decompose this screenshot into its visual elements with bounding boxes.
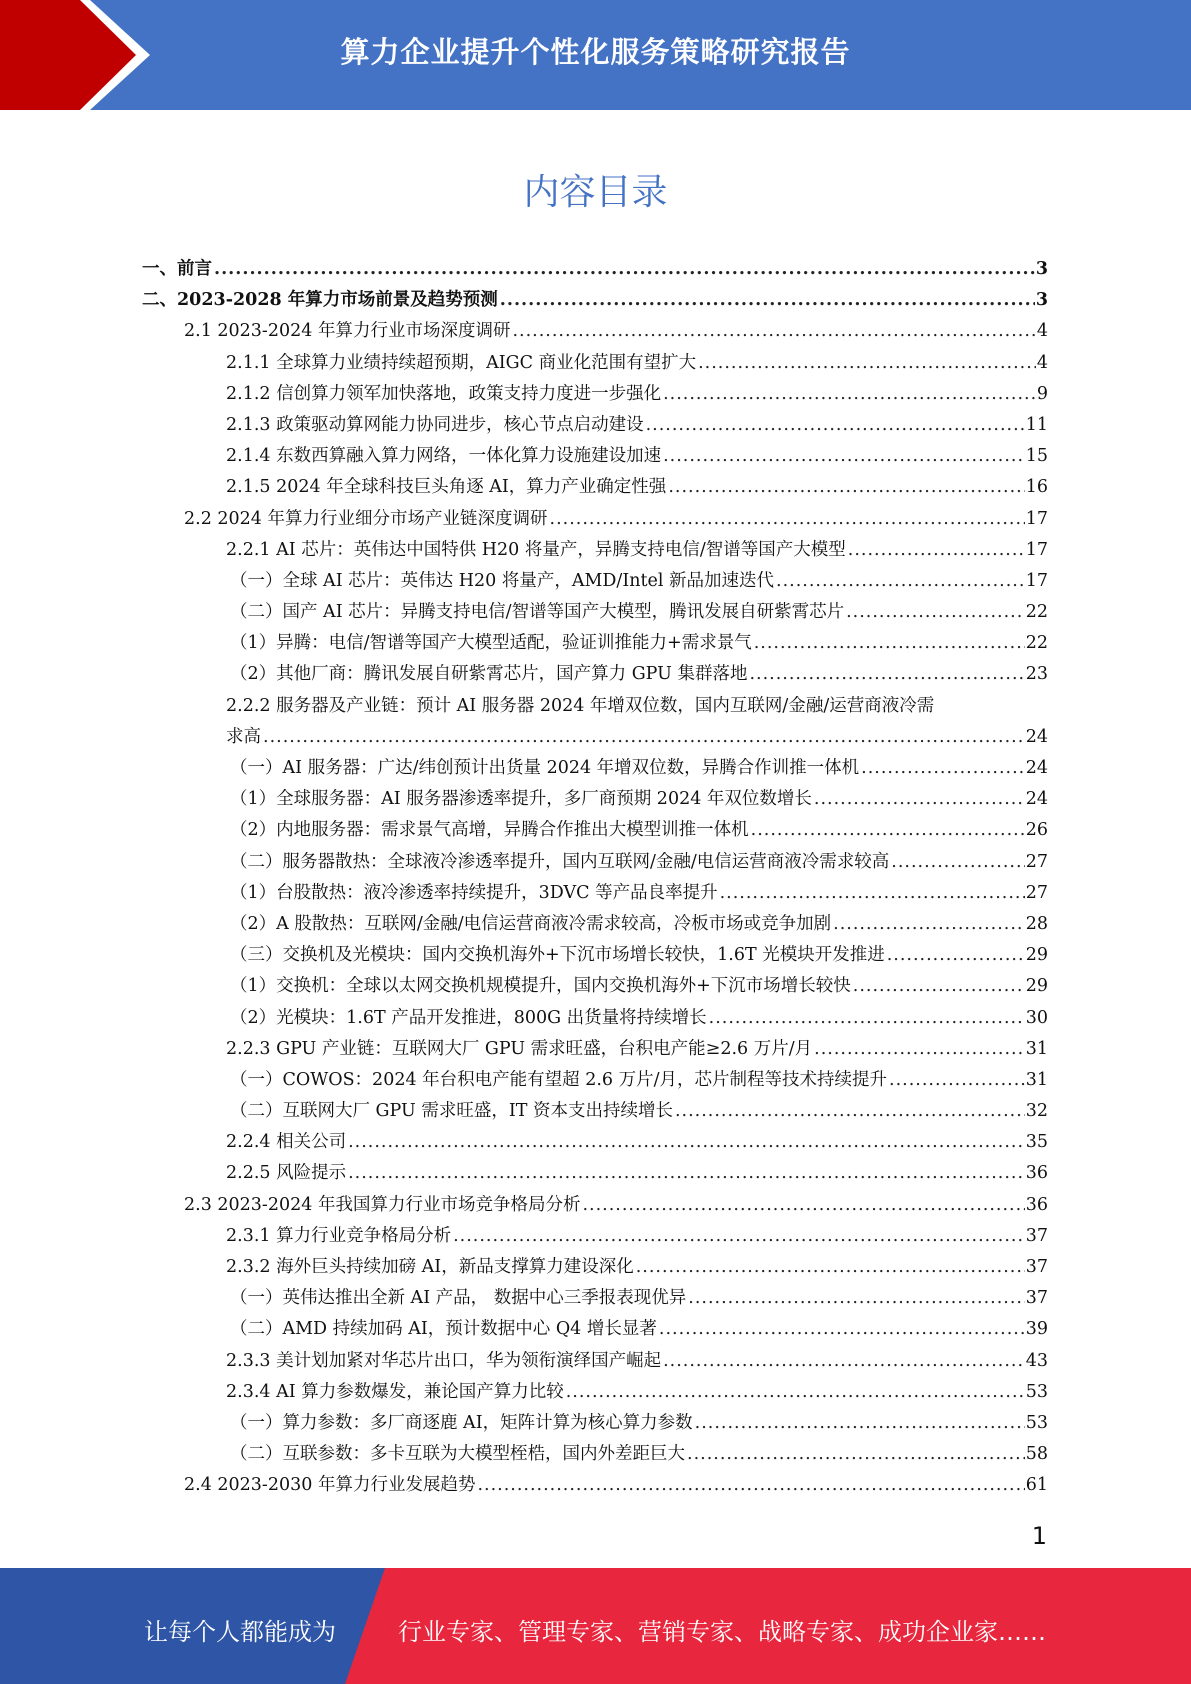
toc-entry[interactable] [142,1127,1048,1158]
toc-entry[interactable] [142,1408,1048,1439]
toc-entry-label: 2.1.3 政策驱动算网能力协同进步，核心节点启动建设 [226,414,644,435]
toc-entry-line[interactable]: 2.2.2 服务器及产业链：预计 AI 服务器 2024 年增双位数，国内互联网/金融/运营商液冷需 [226,695,935,716]
toc-leader-dots [889,1065,1025,1096]
toc-leader-dots [891,847,1024,878]
toc-heading: 内容目录 [523,172,668,213]
toc-page-number: 53 [1025,1412,1048,1433]
toc-entry[interactable] [142,410,1048,441]
toc-leader-dots [861,753,1025,784]
toc-entry-label: （2）光模块：1.6T 产品开发推进，800G 出货量将持续增长 [230,1007,707,1028]
toc-leader-dots [853,971,1025,1002]
toc-page-number: 32 [1025,1101,1048,1122]
toc-entry-label: 2.4 2023-2030 年算力行业发展趋势 [184,1475,476,1496]
toc-entry[interactable] [142,1158,1048,1189]
toc-leader-dots [663,441,1025,472]
toc-leader-dots [814,1034,1025,1065]
toc-leader-dots [512,316,1035,347]
toc-page-number: 22 [1025,602,1048,623]
report-title: 算力企业提升个性化服务策略研究报告 [340,35,851,69]
toc-entry-label: （1）全球服务器：AI 服务器渗透率提升，多厂商预期 2024 年双位数增长 [230,789,812,810]
toc-entry-label: 2.3.3 美计划加紧对华芯片出口，华为领衔演绎国产崛起 [226,1350,662,1371]
toc-page-number: 36 [1025,1194,1048,1215]
toc-page-number: 39 [1025,1319,1048,1340]
toc-page-number: 31 [1025,1069,1048,1090]
toc-entry-label: （1）异腾：电信/智谱等国产大模型适配，验证训推能力+需求景气 [230,633,752,654]
toc-entry[interactable] [142,1096,1048,1127]
toc-entry-label: 2.2.4 相关公司 [226,1132,347,1153]
toc-entry[interactable] [142,1065,1048,1096]
page-number: 1 [1031,1522,1047,1550]
toc-entry-label: （三）交换机及光模块：国内交换机海外+下沉市场增长较快，1.6T 光模块开发推进 [230,945,885,966]
toc-entry[interactable] [142,1003,1048,1034]
toc-leader-dots [636,1252,1025,1283]
toc-page-number: 3 [1035,259,1048,279]
toc-entry-label: 2.3.1 算力行业竞争格局分析 [226,1225,452,1246]
toc-page-number: 24 [1025,758,1048,778]
toc-entry[interactable] [142,971,1048,1002]
toc-page-number: 61 [1025,1475,1048,1496]
toc-leader-dots [214,254,1035,285]
toc-page-number: 37 [1025,1288,1048,1309]
toc-entry[interactable] [142,628,1048,659]
toc-page-number: 22 [1025,633,1048,654]
toc-leader-dots [720,878,1025,909]
toc-entry[interactable] [142,441,1048,472]
footer-slogan-right: 行业专家、管理专家、营销专家、战略专家、成功企业家…… [398,1618,1046,1646]
toc-page-number: 23 [1025,664,1048,685]
toc-leader-dots [833,909,1025,940]
toc-leader-dots [776,566,1025,597]
toc-entry-label: 求高 [226,726,261,747]
toc-entry-label: （一）英伟达推出全新 AI 产品， 数据中心三季报表现优异 [230,1288,687,1309]
toc-page-number: 17 [1025,539,1048,560]
toc-page-number: 29 [1025,945,1048,966]
toc-entry-label: 2.1.2 信创算力领军加快落地，政策支持力度进一步强化 [226,383,662,404]
toc-page-number: 31 [1025,1038,1048,1059]
toc-page-number: 4 [1036,352,1048,373]
toc-leader-dots [675,1096,1025,1127]
toc-entry[interactable] [142,1283,1048,1314]
table-of-contents [142,254,1048,1502]
toc-entry-label: 2.2 2024 年算力行业细分市场产业链深度调研 [184,508,548,529]
toc-leader-dots [582,1190,1024,1221]
toc-entry-label: （二）互联参数：多卡互联为大模型桎梏，国内外差距巨大 [230,1444,685,1465]
toc-entry-label: （一）算力参数：多厂商逐鹿 AI，矩阵计算为核心算力参数 [230,1412,693,1433]
toc-page-number: 27 [1025,882,1048,903]
toc-page-number: 35 [1025,1132,1048,1153]
toc-page-number: 11 [1025,414,1048,435]
toc-leader-dots [688,1283,1024,1314]
toc-page-number: 37 [1025,1225,1048,1246]
toc-entry[interactable] [142,597,1048,628]
footer-slogan-left: 让每个人都能成为 [144,1618,336,1646]
toc-entry-label: 2.3.4 AI 算力参数爆发，兼论国产算力比较 [226,1381,564,1402]
toc-entry-label: （二）AMD 持续加码 AI，预计数据中心 Q4 增长显著 [230,1319,657,1340]
toc-leader-dots [846,597,1025,628]
toc-entry[interactable] [142,847,1048,878]
toc-leader-dots [687,1439,1025,1470]
toc-entry[interactable] [142,472,1048,503]
toc-leader-dots [566,1377,1025,1408]
toc-page-number: 24 [1025,789,1048,810]
toc-entry-label: 二、2023-2028 年算力市场前景及趋势预测 [142,290,498,311]
toc-entry[interactable] [142,316,1048,347]
toc-entry-label: （1）交换机：全球以太网交换机规模提升，国内交换机海外+下沉市场增长较快 [230,976,851,997]
toc-entry-label: 2.2.5 风险提示 [226,1163,347,1184]
toc-leader-dots [500,285,1035,316]
toc-page-number: 3 [1035,290,1048,311]
toc-leader-dots [477,1470,1024,1501]
toc-page-number: 15 [1025,446,1048,467]
toc-leader-dots [348,1158,1025,1189]
toc-leader-dots [887,940,1025,971]
toc-leader-dots [814,784,1025,815]
toc-entry[interactable] [142,878,1048,909]
toc-page-number: 27 [1025,851,1048,872]
toc-entry[interactable] [142,784,1048,815]
toc-entry[interactable] [142,504,1048,535]
toc-leader-dots [848,535,1025,566]
toc-entry-label: 2.3 2023-2024 年我国算力行业市场竞争格局分析 [184,1194,581,1215]
toc-leader-dots [348,1127,1025,1158]
toc-entry-label: （2）其他厂商：腾讯发展自研紫霄芯片，国产算力 GPU 集群落地 [230,664,748,685]
toc-page-number: 37 [1025,1257,1048,1277]
toc-page-number: 58 [1025,1444,1048,1465]
toc-entry-label: 2.1 2023-2024 年算力行业市场深度调研 [184,321,511,342]
toc-entry-label: （一）AI 服务器：广达/纬创预计出货量 2024 年增双位数，异腾合作训推一体机 [230,758,860,778]
toc-page-number: 53 [1025,1381,1048,1402]
toc-entry-label: 2.1.1 全球算力业绩持续超预期，AIGC 商业化范围有望扩大 [226,352,697,373]
toc-leader-dots [695,1408,1025,1439]
toc-page-number: 24 [1025,726,1048,747]
toc-page-number: 17 [1025,570,1048,591]
toc-entry[interactable] [142,348,1048,379]
toc-entry[interactable] [142,1034,1048,1065]
toc-entry[interactable] [142,1221,1048,1252]
toc-entry[interactable] [142,659,1048,690]
toc-page-number: 4 [1036,321,1048,342]
toc-leader-dots [663,379,1036,410]
toc-page-number: 26 [1025,820,1048,841]
toc-entry[interactable] [142,254,1048,285]
toc-leader-dots [698,348,1036,379]
toc-entry[interactable] [142,285,1048,316]
toc-page-number: 9 [1036,383,1048,404]
toc-entry[interactable] [142,815,1048,846]
toc-leader-dots [751,815,1025,846]
toc-entry-label: 2.2.1 AI 芯片：英伟达中国特供 H20 将量产，异腾支持电信/智谱等国产大模型 [226,539,846,560]
toc-entry-label: 一、前言 [142,259,212,279]
toc-entry[interactable] [142,753,1048,784]
toc-entry-label: 2.3.2 海外巨头持续加磅 AI，新品支撑算力建设深化 [226,1257,634,1277]
toc-leader-dots [659,1314,1025,1345]
toc-leader-dots [709,1003,1025,1034]
toc-leader-dots [263,722,1025,753]
toc-entry-label: （二）服务器散热：全球液冷渗透率提升，国内互联网/金融/电信运营商液冷需求较高 [230,851,890,872]
toc-entry[interactable] [142,1470,1048,1501]
toc-page-number: 17 [1025,508,1048,529]
toc-entry-label: （一）全球 AI 芯片：英伟达 H20 将量产，AMD/Intel 新品加速迭代 [230,570,775,591]
toc-leader-dots [668,472,1024,503]
toc-entry-label: （1）台股散热：液冷渗透率持续提升，3DVC 等产品良率提升 [230,882,718,903]
toc-leader-dots [550,504,1025,535]
toc-page-number: 43 [1025,1350,1048,1371]
toc-entry[interactable] [142,566,1048,597]
toc-entry[interactable] [142,1252,1048,1283]
toc-leader-dots [754,628,1025,659]
toc-entry-label: 2.1.4 东数西算融入算力网络，一体化算力设施建设加速 [226,446,662,467]
toc-entry[interactable] [142,909,1048,940]
toc-entry-label: （2）内地服务器：需求景气高增，异腾合作推出大模型训推一体机 [230,820,749,841]
toc-entry[interactable] [142,1314,1048,1345]
page-footer [0,1568,1191,1684]
toc-leader-dots [663,1346,1025,1377]
toc-entry[interactable] [142,1377,1048,1408]
toc-entry-label: （二）国产 AI 芯片：异腾支持电信/智谱等国产大模型，腾讯发展自研紫霄芯片 [230,602,845,623]
toc-entry-label: 2.1.5 2024 年全球科技巨头角逐 AI，算力产业确定性强 [226,477,667,498]
toc-entry[interactable] [142,379,1048,410]
toc-page-number: 30 [1025,1007,1048,1028]
toc-leader-dots [646,410,1025,441]
page-header [0,0,1191,110]
toc-entry[interactable] [142,535,1048,566]
toc-page-number: 36 [1025,1163,1048,1184]
toc-entry[interactable] [142,1346,1048,1377]
toc-entry[interactable] [142,1439,1048,1470]
toc-entry-label: （二）互联网大厂 GPU 需求旺盛，IT 资本支出持续增长 [230,1101,673,1122]
toc-entry-label: 2.2.3 GPU 产业链：互联网大厂 GPU 需求旺盛，台积电产能≥2.6 万片/月 [226,1038,813,1059]
toc-entry[interactable] [142,940,1048,971]
toc-entry-label: （一）COWOS：2024 年台积电产能有望超 2.6 万片/月，芯片制程等技术持续提升 [230,1069,888,1090]
toc-entry-label: （2）A 股散热：互联网/金融/电信运营商液冷需求较高，冷板市场或竞争加剧 [230,913,832,934]
toc-page-number: 16 [1025,477,1048,498]
toc-page-number: 28 [1025,913,1048,934]
toc-page-number: 29 [1025,976,1048,997]
toc-leader-dots [453,1221,1025,1252]
toc-leader-dots [749,659,1024,690]
toc-entry[interactable] [142,722,1048,753]
toc-entry[interactable] [142,1190,1048,1221]
